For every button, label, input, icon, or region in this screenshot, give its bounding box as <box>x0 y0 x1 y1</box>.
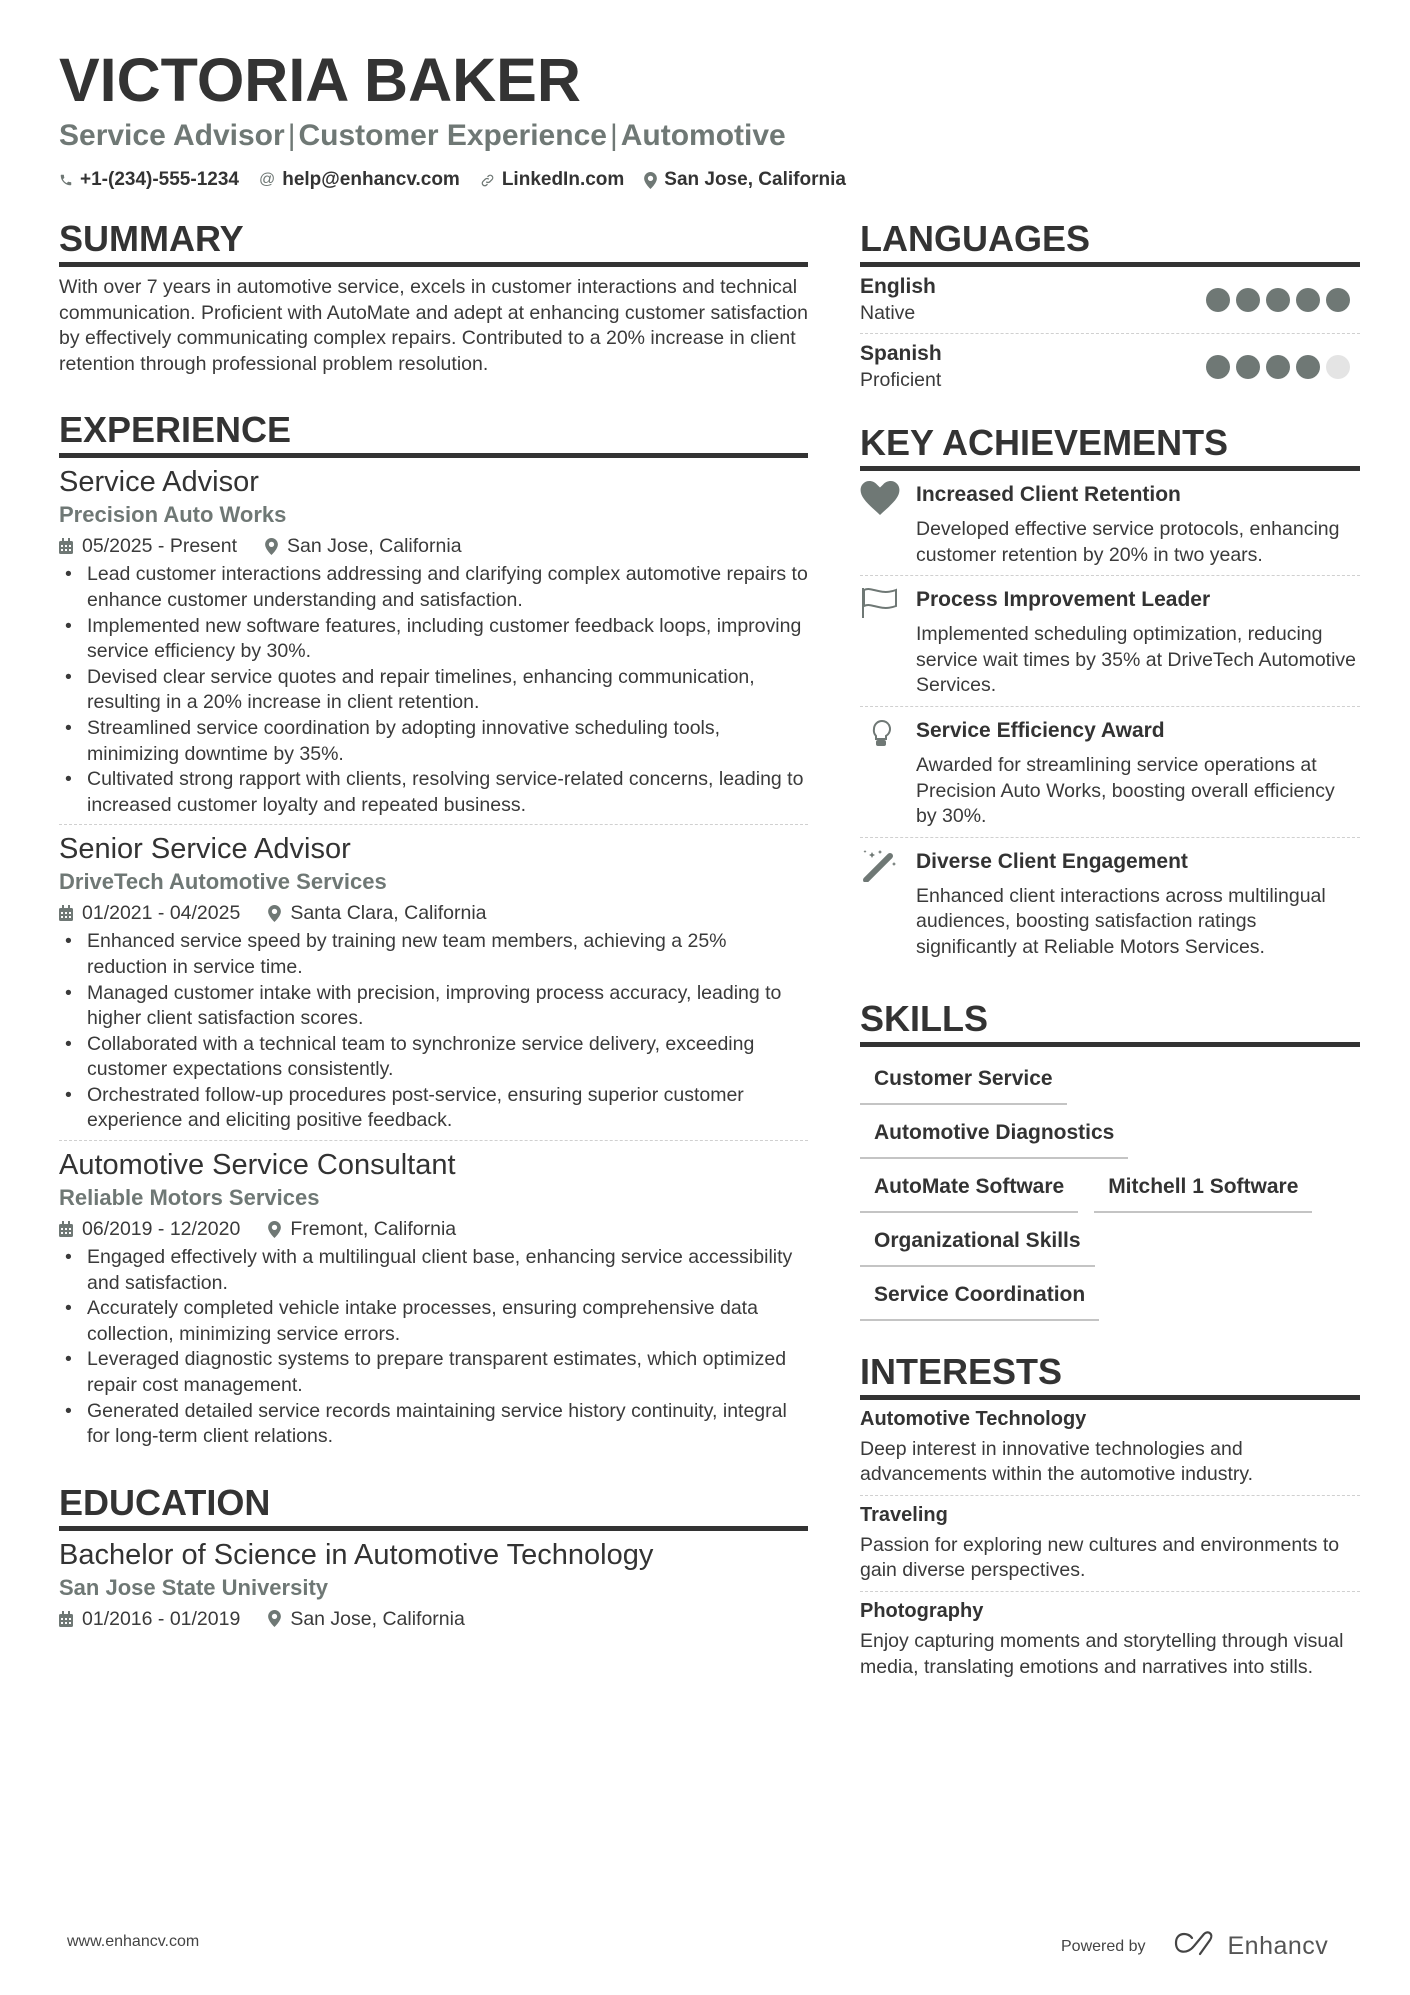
contact-bar <box>59 168 1359 192</box>
rating-dot-filled <box>1206 355 1230 379</box>
achievement-item <box>860 838 1360 968</box>
achievement-desc: Enhanced client interactions across multilingual audiences, boosting satisfaction ratings significantly at Reliable Motors Services. <box>916 884 1326 958</box>
bullet-item: • Cultivated strong rapport with clients, resolving service-related concerns, leading to increased customer loyalty and repeated business. <box>59 767 808 818</box>
job-title: Senior Service Advisor <box>59 833 351 866</box>
rating-dot-filled <box>1266 288 1290 312</box>
skills-section <box>860 998 1360 1325</box>
education-dates-text: 01/2016 - 01/2019 <box>82 1607 241 1630</box>
lightbulb-icon <box>860 717 916 830</box>
headline-separator: | <box>287 119 296 152</box>
job-meta <box>59 1215 808 1243</box>
bullet-item: • Streamlined service coordination by adopting innovative scheduling tools, minimizing downtime by 35%. <box>59 716 808 767</box>
job-company: Precision Auto Works <box>59 502 287 528</box>
language-name: English <box>860 275 936 298</box>
candidate-name: VICTORIA BAKER <box>59 46 581 114</box>
job-location-text: San Jose, California <box>287 535 462 558</box>
calendar-icon <box>59 1221 73 1237</box>
section-title-experience: EXPERIENCE <box>59 409 808 458</box>
summary-text: With over 7 years in automotive service, excels in customer interactions and technical communication. Proficient with AutoMate and adept at enhancing customer satisfaction by effectively communicating complex repairs. Contributed to a 20% increase in client retention through professional problem resolution. <box>59 276 808 375</box>
job-entry <box>59 1147 808 1456</box>
rating-dot-filled <box>1266 355 1290 379</box>
footer-website[interactable]: www.enhancv.com <box>67 1933 200 1950</box>
degree: Bachelor of Science in Automotive Technology <box>59 1538 654 1571</box>
location-text: San Jose, California <box>664 169 846 190</box>
job-bullets <box>59 929 808 1134</box>
skill-tag: Organizational Skills <box>860 1217 1095 1267</box>
right-column <box>860 218 1360 1687</box>
education-entry <box>59 1537 808 1639</box>
achievement-item <box>860 576 1360 707</box>
location-pin-icon <box>268 905 281 922</box>
achievement-title: Service Efficiency Award <box>916 718 1165 742</box>
languages-section <box>860 218 1360 400</box>
location-pin-icon <box>268 1610 281 1627</box>
job-title: Service Advisor <box>59 466 259 499</box>
section-title-summary: SUMMARY <box>59 218 808 267</box>
phone-icon <box>59 173 73 187</box>
job-meta <box>59 532 808 560</box>
bullet-item: • Engaged effectively with a multilingual client base, enhancing service accessibility and satisfaction. <box>59 1245 808 1296</box>
achievements-section <box>860 422 1360 968</box>
enhancv-logo[interactable] <box>1172 1930 1329 1963</box>
summary-section <box>59 218 808 377</box>
achievement-title: Process Improvement Leader <box>916 588 1211 612</box>
language-item <box>860 267 1360 334</box>
job-bullets <box>59 562 808 818</box>
rating-dot-filled <box>1326 288 1350 312</box>
job-company: Reliable Motors Services <box>59 1185 320 1211</box>
phone-text: +1-(234)-555-1234 <box>80 169 239 190</box>
achievement-item <box>860 471 1360 576</box>
headline-part: Automotive <box>620 119 786 152</box>
achievement-desc: Awarded for streamlining service operations at Precision Auto Works, boosting overall efficiency by 30%. <box>916 753 1335 828</box>
school: San Jose State University <box>59 1574 329 1600</box>
education-dates <box>59 1605 240 1633</box>
contact-phone[interactable] <box>59 168 239 192</box>
headline <box>59 116 1359 156</box>
language-level: Proficient <box>860 369 942 391</box>
skill-tag: Service Coordination <box>860 1271 1099 1321</box>
achievement-title: Diverse Client Engagement <box>916 849 1188 873</box>
skill-tag: AutoMate Software <box>860 1163 1078 1213</box>
brand-name: Enhancv <box>1227 1932 1329 1960</box>
skill-tag: Automotive Diagnostics <box>860 1109 1128 1159</box>
flag-icon <box>860 586 916 699</box>
headline-separator: | <box>609 119 618 152</box>
rating-dot-filled <box>1236 355 1260 379</box>
headline-part: Service Advisor <box>59 119 285 152</box>
education-section <box>59 1482 808 1639</box>
contact-linkedin[interactable] <box>480 168 624 192</box>
bullet-item: • Implemented new software features, including customer feedback loops, improving service efficiency by 30%. <box>59 614 808 665</box>
job-dates <box>59 1215 240 1243</box>
rating-dot-filled <box>1296 355 1320 379</box>
job-dates-text: 06/2019 - 12/2020 <box>82 1218 241 1241</box>
bullet-item: • Managed customer intake with precision, improving process accuracy, leading to higher client satisfaction scores. <box>59 981 808 1032</box>
contact-email[interactable] <box>259 168 460 192</box>
at-icon: @ <box>258 171 276 188</box>
section-title-achievements: KEY ACHIEVEMENTS <box>860 422 1360 471</box>
powered-by-label: Powered by <box>1061 1937 1146 1955</box>
location-pin-icon <box>268 1221 281 1238</box>
section-title-languages: LANGUAGES <box>860 218 1360 267</box>
interest-title: Photography <box>860 1599 984 1622</box>
job-dates <box>59 899 240 927</box>
achievement-desc: Implemented scheduling optimization, reducing service wait times by 35% at DriveTech Automotive Services. <box>916 623 1357 697</box>
bullet-item: • Orchestrated follow-up procedures post-service, ensuring superior customer experience and eliciting positive feedback. <box>59 1083 808 1134</box>
job-meta <box>59 899 808 927</box>
rating-dot-filled <box>1206 288 1230 312</box>
job-dates-text: 01/2021 - 04/2025 <box>82 902 241 925</box>
job-dates-text: 05/2025 - Present <box>82 535 238 558</box>
job-entry <box>59 831 808 1141</box>
footer-branding <box>1061 1930 1328 1963</box>
job-location-text: Santa Clara, California <box>290 902 487 925</box>
linkedin-text: LinkedIn.com <box>501 169 625 190</box>
magic-wand-icon <box>860 848 916 961</box>
bullet-item: • Collaborated with a technical team to synchronize service delivery, exceeding customer expectations consistently. <box>59 1032 808 1083</box>
achievement-item <box>860 707 1360 838</box>
interest-title: Automotive Technology <box>860 1407 1087 1430</box>
interest-item <box>860 1592 1360 1687</box>
job-bullets <box>59 1245 808 1450</box>
job-location <box>268 1215 456 1243</box>
rating-dot-empty <box>1326 355 1350 379</box>
job-entry <box>59 464 808 825</box>
section-title-skills: SKILLS <box>860 998 1360 1047</box>
education-meta <box>59 1605 808 1633</box>
bullet-item: • Accurately completed vehicle intake processes, ensuring comprehensive data collection, minimizing service errors. <box>59 1296 808 1347</box>
skill-tag: Mitchell 1 Software <box>1094 1163 1312 1213</box>
rating-dot-filled <box>1296 288 1320 312</box>
language-item <box>860 334 1360 400</box>
bullet-item: • Enhanced service speed by training new team members, achieving a 25% reduction in service time. <box>59 929 808 980</box>
achievement-desc: Developed effective service protocols, enhancing customer retention by 20% in two years. <box>916 518 1340 566</box>
job-title: Automotive Service Consultant <box>59 1149 456 1182</box>
education-location <box>268 1605 465 1633</box>
heart-icon <box>860 481 916 568</box>
job-location <box>265 532 462 560</box>
bullet-item: • Generated detailed service records maintaining service history continuity, integral for long-term client relations. <box>59 1399 808 1450</box>
contact-location <box>644 168 846 192</box>
skills-list <box>860 1055 1360 1325</box>
headline-part: Customer Experience <box>298 119 607 152</box>
bullet-item: • Devised clear service quotes and repair timelines, enhancing communication, resulting in a 20% increase in client retention. <box>59 665 808 716</box>
job-dates <box>59 532 237 560</box>
interest-desc: Enjoy capturing moments and storytelling through visual media, translating emotions and narratives into stills. <box>860 1629 1344 1678</box>
location-pin-icon <box>644 172 657 189</box>
language-rating <box>1206 288 1350 312</box>
bullet-item: • Leveraged diagnostic systems to prepare transparent estimates, which optimized repair cost management. <box>59 1347 808 1398</box>
interest-desc: Passion for exploring new cultures and environments to gain diverse perspectives. <box>860 1533 1340 1582</box>
interest-item <box>860 1400 1360 1496</box>
experience-section <box>59 409 808 1455</box>
job-location-text: Fremont, California <box>290 1218 457 1241</box>
skill-tag: Customer Service <box>860 1055 1067 1105</box>
resume-header <box>59 44 1359 192</box>
interest-item <box>860 1496 1360 1592</box>
email-text: help@enhancv.com <box>282 169 460 190</box>
enhancv-logo-icon <box>1172 1930 1218 1963</box>
interest-title: Traveling <box>860 1503 948 1526</box>
rating-dot-filled <box>1236 288 1260 312</box>
interest-desc: Deep interest in innovative technologies and advancements within the automotive industry. <box>860 1437 1254 1486</box>
interests-section <box>860 1351 1360 1688</box>
language-rating <box>1206 355 1350 379</box>
bullet-item: • Lead customer interactions addressing and clarifying complex automotive repairs to enhance customer understanding and satisfaction. <box>59 562 808 613</box>
job-company: DriveTech Automotive Services <box>59 869 387 895</box>
calendar-icon <box>59 1611 73 1627</box>
section-title-interests: INTERESTS <box>860 1351 1360 1400</box>
section-title-education: EDUCATION <box>59 1482 808 1531</box>
calendar-icon <box>59 538 73 554</box>
job-location <box>268 899 486 927</box>
location-pin-icon <box>265 538 278 555</box>
language-level: Native <box>860 302 916 324</box>
education-location-text: San Jose, California <box>290 1607 465 1630</box>
language-name: Spanish <box>860 342 942 365</box>
left-column <box>59 218 808 1645</box>
calendar-icon <box>59 905 73 921</box>
link-icon <box>480 173 495 188</box>
achievement-title: Increased Client Retention <box>916 483 1181 506</box>
